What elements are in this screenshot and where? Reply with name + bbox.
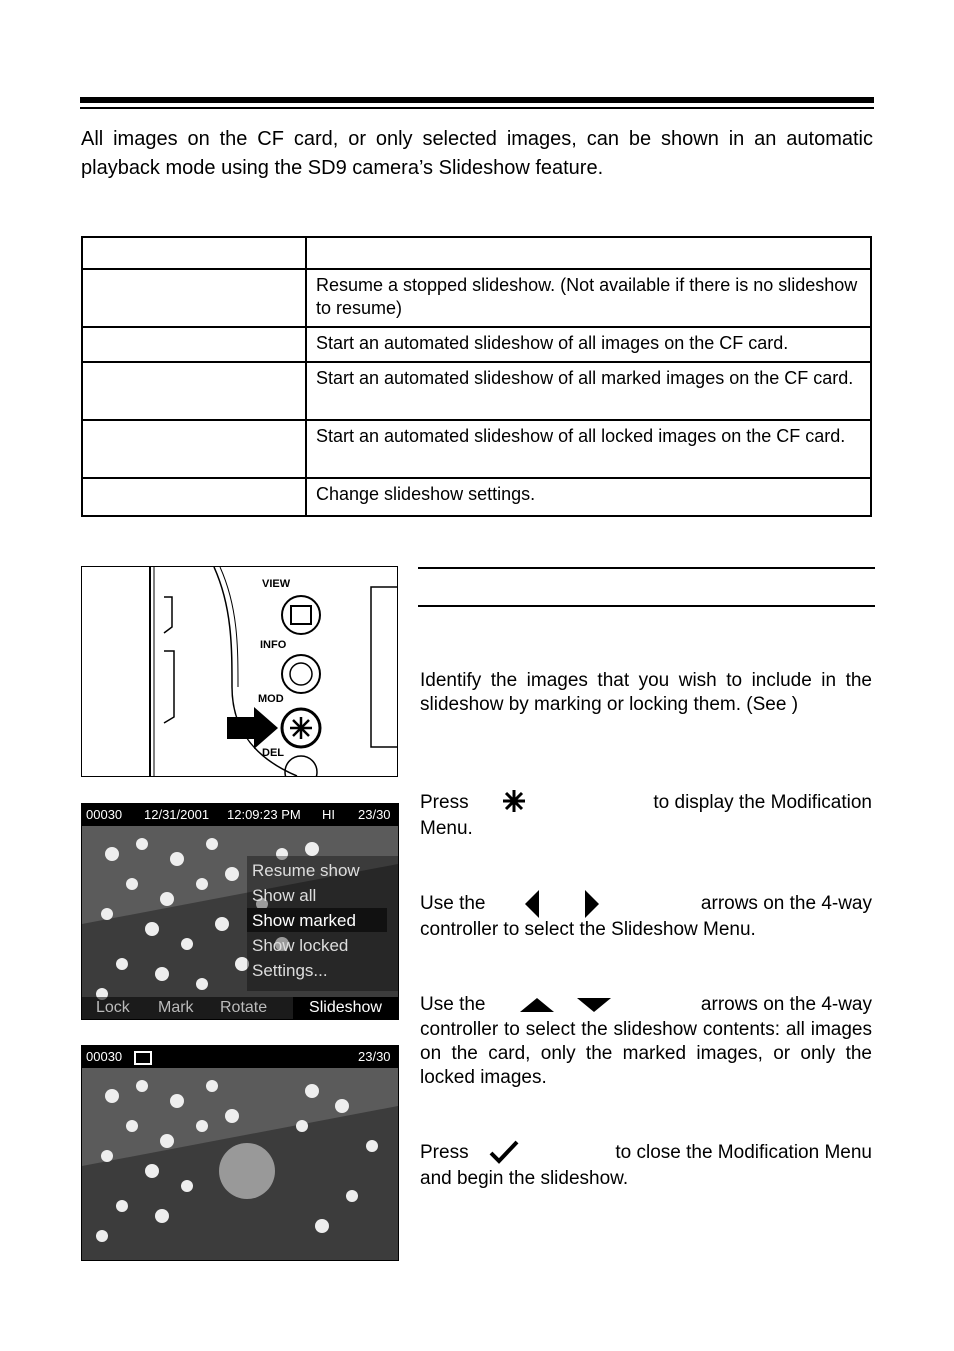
table-row — [82, 269, 871, 327]
tab-lock[interactable]: Lock — [96, 999, 130, 1016]
menu-item-show-all[interactable]: Show all — [252, 886, 317, 905]
section-rule-bottom — [418, 605, 875, 607]
step-5-end: and begin the slideshow. — [420, 1168, 629, 1189]
step-5-press: Press — [420, 1142, 469, 1163]
up-arrow-icon — [520, 998, 554, 1012]
step-5-action: to close the Modification Menu — [615, 1142, 872, 1163]
tab-slideshow[interactable]: Slideshow — [293, 997, 398, 1019]
modification-menu-screenshot — [81, 803, 399, 1020]
status-bar — [82, 804, 398, 826]
table-option-cell — [82, 420, 306, 478]
step-3-use: Use the — [420, 893, 486, 914]
time-readout: 12:09:23 PM — [227, 807, 301, 822]
slideshow-icon — [134, 1051, 152, 1065]
step-1: Identify the images that you wish to include in the slideshow by marking or locking them. (See ) — [420, 670, 872, 715]
camera-drawing — [82, 567, 397, 776]
step-2-press: Press — [420, 792, 469, 813]
intro-paragraph: All images on the CF card, or only selected images, can be shown in an automatic playback mode using the SD9 camera’s Slideshow feature. — [81, 128, 873, 179]
step-3-end: controller to select the Slideshow Menu. — [420, 919, 756, 940]
down-arrow-icon — [577, 998, 611, 1012]
date-readout: 12/31/2001 — [144, 807, 210, 822]
menu-item-show-marked[interactable]: Show marked — [252, 911, 356, 930]
del-label: DEL — [262, 747, 284, 759]
menu-item-settings[interactable]: Settings... — [252, 961, 328, 980]
step-4 — [420, 992, 872, 1090]
tab-mark[interactable]: Mark — [158, 999, 194, 1016]
menu-item-show-locked[interactable]: Show locked — [252, 936, 349, 955]
header-rule-thin — [80, 107, 874, 109]
step-3 — [420, 891, 872, 943]
table-desc-cell: Resume a stopped slideshow. (Not available if there is no slideshow to resume) — [306, 269, 871, 327]
table-header-cell — [306, 237, 871, 269]
table-row — [82, 478, 871, 516]
flowers-photo — [82, 1046, 398, 1260]
checkmark-icon — [489, 1140, 519, 1164]
step-2-end: Menu. — [420, 818, 473, 839]
table-desc-cell: Start an automated slideshow of all marked images on the CF card. — [306, 362, 871, 420]
status-bar — [82, 1046, 398, 1068]
table-desc-cell: Change slideshow settings. — [306, 478, 871, 516]
modification-tab-bar — [82, 997, 398, 1019]
mod-label: MOD — [258, 693, 284, 705]
step-2 — [420, 790, 872, 842]
quality-readout: HI — [322, 807, 335, 822]
view-label: VIEW — [262, 578, 291, 590]
table-option-cell — [82, 362, 306, 420]
table-header-row — [82, 237, 871, 269]
tab-rotate[interactable]: Rotate — [220, 999, 268, 1016]
table-row — [82, 327, 871, 362]
step-4-use: Use the — [420, 994, 486, 1015]
table-row — [82, 420, 871, 478]
menu-item-resume-show[interactable]: Resume show — [252, 861, 360, 880]
step-4-action: arrows on the 4-way — [700, 994, 872, 1015]
table-row — [82, 362, 871, 420]
header-rule-thick — [80, 97, 874, 103]
step-2-action: to display the Modification — [653, 792, 872, 813]
step-5 — [420, 1140, 872, 1192]
table-option-cell — [82, 478, 306, 516]
table-option-cell — [82, 327, 306, 362]
step-4-end: controller to select the slideshow contents: all images on the card, only the marked images, or only the locked images. — [420, 1019, 872, 1088]
image-count: 23/30 — [358, 1049, 391, 1064]
left-arrow-icon — [525, 890, 539, 918]
frame-number: 00030 — [86, 807, 123, 822]
camera-controls-illustration — [81, 566, 398, 777]
section-rule-top — [418, 567, 875, 569]
info-label: INFO — [260, 639, 287, 651]
asterisk-icon — [502, 789, 526, 813]
slideshow-options-table — [81, 236, 872, 517]
table-header-cell — [82, 237, 306, 269]
table-desc-cell: Start an automated slideshow of all images on the CF card. — [306, 327, 871, 362]
frame-number: 00030 — [86, 1049, 123, 1064]
table-option-cell — [82, 269, 306, 327]
right-arrow-icon — [585, 890, 599, 918]
image-count: 23/30 — [358, 807, 391, 822]
table-desc-cell: Start an automated slideshow of all locked images on the CF card. — [306, 420, 871, 478]
step-3-action: arrows on the 4-way — [700, 893, 872, 914]
slideshow-playback-screenshot — [81, 1045, 399, 1261]
